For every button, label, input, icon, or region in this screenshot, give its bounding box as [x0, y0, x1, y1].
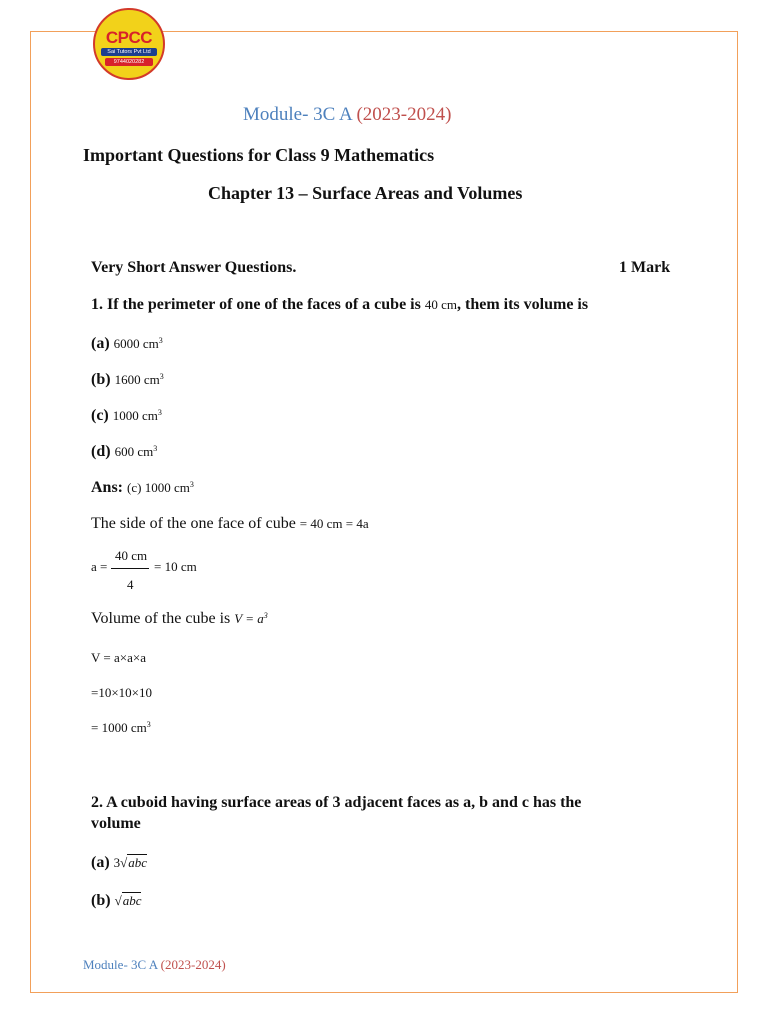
option-radicand: abc [122, 893, 142, 908]
fraction-numerator: 40 cm [115, 548, 148, 563]
option-label: (b) [91, 371, 111, 388]
cpcc-logo [93, 8, 165, 80]
q1-option-b [91, 371, 164, 389]
logo-title: CPCC [105, 28, 153, 47]
answer-label: Ans: [91, 479, 124, 496]
fraction-lhs: a = [91, 559, 108, 574]
module-prefix: Module- 3C A [243, 104, 357, 125]
option-label: (b) [91, 892, 111, 909]
section-heading: Very Short Answer Questions. [91, 259, 297, 276]
chapter-title: Chapter 13 – Surface Areas and Volumes [208, 183, 523, 203]
module-year: (2023-2024) [356, 104, 452, 125]
question-1-text: 1. If the perimeter of one of the faces of a cube is [91, 296, 421, 313]
solution-math: = 40 cm = 4a [299, 516, 369, 531]
logo-subtitle: Sai Tutors Pvt Ltd [101, 48, 157, 56]
q1-option-c [91, 407, 162, 425]
volume-exponent: 3 [263, 611, 268, 620]
radical-sign: √ [114, 893, 122, 908]
fraction-bar [111, 568, 149, 569]
option-value: 1000 cm [112, 408, 158, 423]
option-coefficient: 3 [113, 855, 121, 870]
page-title: Important Questions for Class 9 Mathematics [83, 145, 435, 165]
q2-option-a [91, 854, 147, 872]
question-2-line-2: volume [91, 815, 141, 832]
solution-line-1 [91, 515, 369, 533]
radical-sign: √ [120, 855, 128, 870]
option-value: 6000 cm [113, 336, 159, 351]
step-exponent: 3 [146, 720, 151, 729]
solution-fraction [91, 548, 231, 594]
option-exponent: 3 [153, 444, 158, 453]
q1-option-d [91, 443, 157, 461]
option-exponent: 3 [159, 372, 164, 381]
option-label: (a) [91, 854, 110, 871]
solution-text: The side of the one face of cube [91, 515, 296, 532]
question-1-text-end: , them its volume is [456, 296, 589, 313]
option-label: (d) [91, 443, 111, 460]
q1-answer [91, 479, 194, 497]
option-exponent: 3 [158, 336, 163, 345]
volume-formula: V = a [234, 611, 264, 626]
fraction-rhs: = 10 cm [154, 559, 197, 574]
option-exponent: 3 [157, 408, 162, 417]
option-label: (c) [91, 407, 109, 424]
section-marks: 1 Mark [619, 259, 671, 276]
solution-step-3 [91, 720, 151, 736]
question-1-value: 40 cm [424, 297, 457, 312]
q1-option-a [91, 335, 163, 353]
module-heading [243, 104, 451, 126]
footer-prefix: Module- 3C A [83, 957, 161, 972]
question-1 [91, 296, 588, 314]
step-value: = 1000 cm [91, 720, 147, 735]
option-label: (a) [91, 335, 110, 352]
answer-value: (c) 1000 cm [127, 480, 190, 495]
volume-text: Volume of the cube is [91, 610, 231, 627]
solution-step-2: =10×10×10 [91, 685, 152, 700]
question-2-line-1: 2. A cuboid having surface areas of 3 adjacent faces as a, b and c has the [91, 794, 582, 811]
fraction-denominator: 4 [127, 577, 134, 592]
page-border [30, 31, 738, 993]
answer-exponent: 3 [189, 480, 194, 489]
footer-year: (2023-2024) [160, 957, 226, 972]
footer-module [83, 957, 226, 973]
logo-phone: 9744020282 [105, 58, 153, 66]
option-value: 600 cm [114, 444, 154, 459]
solution-step-1: V = a×a×a [91, 650, 146, 665]
q2-option-b [91, 892, 141, 910]
option-radicand: abc [128, 855, 148, 870]
solution-volume [91, 610, 268, 628]
option-value: 1600 cm [114, 372, 160, 387]
